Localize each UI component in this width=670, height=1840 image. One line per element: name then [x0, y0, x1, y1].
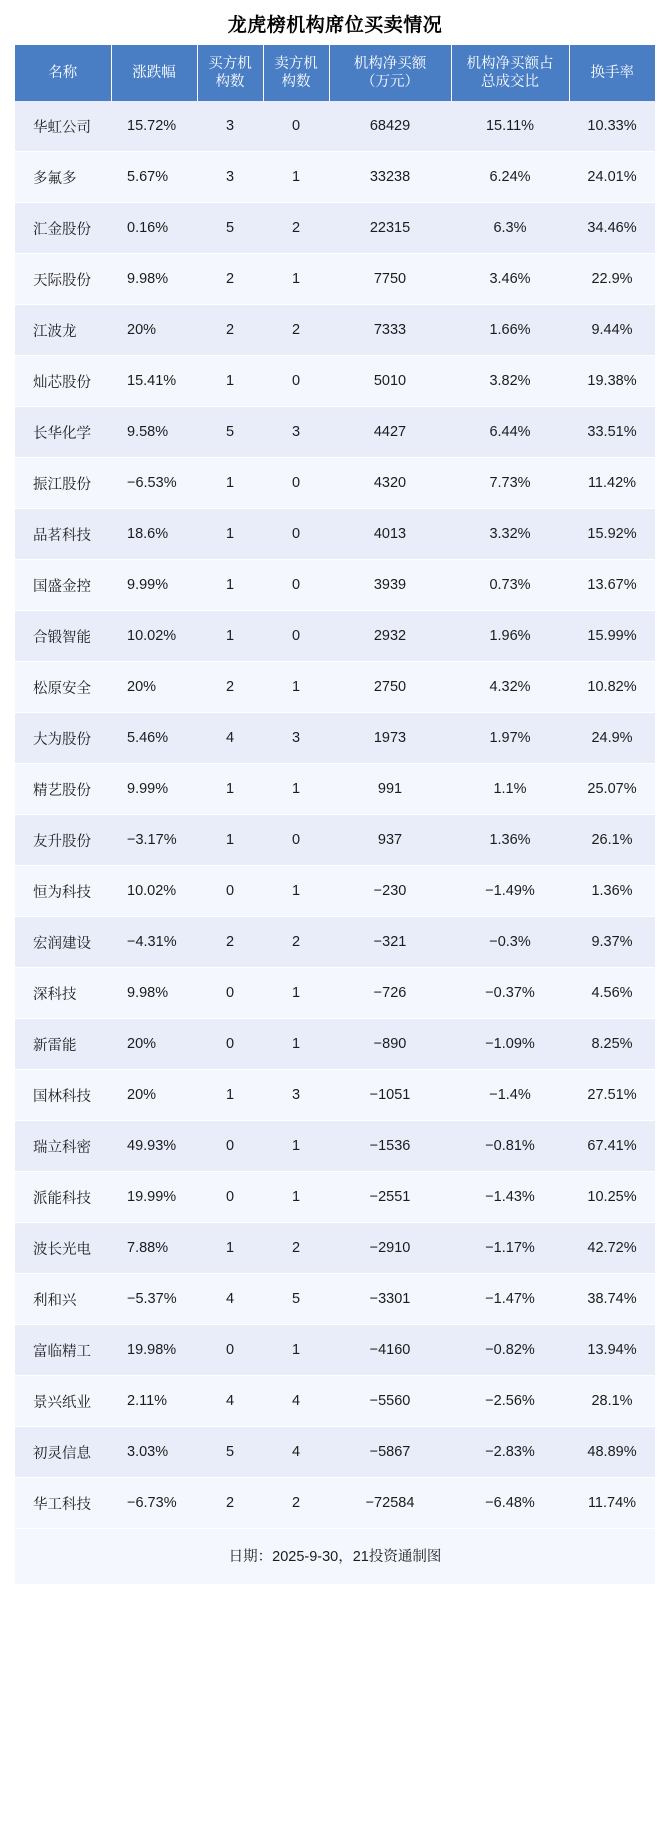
column-header-net-ratio-line1: 机构净买额占 — [466, 56, 554, 72]
cell-stock-name: 灿芯股份 — [15, 356, 111, 407]
cell-turnover-rate: 28.1% — [569, 1376, 655, 1427]
column-header-buyers — [197, 45, 263, 101]
cell-change-pct: −6.53% — [111, 458, 197, 509]
table-row — [15, 917, 655, 968]
cell-net-amount: 4320 — [329, 458, 451, 509]
cell-buyer-count: 4 — [197, 1376, 263, 1427]
cell-stock-name: 初灵信息 — [15, 1427, 111, 1478]
cell-net-ratio: 3.46% — [451, 254, 569, 305]
cell-stock-name: 振江股份 — [15, 458, 111, 509]
cell-change-pct: 0.16% — [111, 203, 197, 254]
cell-change-pct: 20% — [111, 1070, 197, 1121]
cell-seller-count: 1 — [263, 1325, 329, 1376]
cell-net-amount: 1973 — [329, 713, 451, 764]
cell-stock-name: 江波龙 — [15, 305, 111, 356]
cell-net-ratio: −1.43% — [451, 1172, 569, 1223]
cell-buyer-count: 1 — [197, 764, 263, 815]
column-header-net-amount — [329, 45, 451, 101]
cell-seller-count: 3 — [263, 407, 329, 458]
cell-buyer-count: 0 — [197, 1121, 263, 1172]
cell-net-ratio: 3.32% — [451, 509, 569, 560]
cell-net-amount: −726 — [329, 968, 451, 1019]
cell-net-amount: 2932 — [329, 611, 451, 662]
table-row — [15, 152, 655, 203]
column-header-sellers-line1: 卖方机 — [274, 56, 318, 72]
cell-stock-name: 恒为科技 — [15, 866, 111, 917]
cell-net-amount: 991 — [329, 764, 451, 815]
table-row — [15, 1223, 655, 1274]
cell-net-amount: −4160 — [329, 1325, 451, 1376]
table-header — [15, 45, 655, 101]
cell-net-amount: −2551 — [329, 1172, 451, 1223]
table-row — [15, 509, 655, 560]
cell-seller-count: 2 — [263, 203, 329, 254]
cell-change-pct: 19.98% — [111, 1325, 197, 1376]
cell-stock-name: 友升股份 — [15, 815, 111, 866]
table-row — [15, 866, 655, 917]
table-row — [15, 305, 655, 356]
cell-net-amount: −5560 — [329, 1376, 451, 1427]
column-header-change: 涨跌幅 — [111, 45, 197, 101]
cell-buyer-count: 1 — [197, 1070, 263, 1121]
column-header-name: 名称 — [15, 45, 111, 101]
cell-net-amount: 22315 — [329, 203, 451, 254]
cell-stock-name: 国林科技 — [15, 1070, 111, 1121]
cell-change-pct: 15.72% — [111, 101, 197, 152]
cell-turnover-rate: 13.94% — [569, 1325, 655, 1376]
cell-buyer-count: 2 — [197, 917, 263, 968]
cell-stock-name: 波长光电 — [15, 1223, 111, 1274]
cell-net-amount: −1051 — [329, 1070, 451, 1121]
cell-change-pct: 20% — [111, 1019, 197, 1070]
cell-change-pct: 7.88% — [111, 1223, 197, 1274]
table-row — [15, 203, 655, 254]
cell-buyer-count: 0 — [197, 1325, 263, 1376]
cell-stock-name: 大为股份 — [15, 713, 111, 764]
cell-change-pct: 9.99% — [111, 560, 197, 611]
cell-net-ratio: −0.81% — [451, 1121, 569, 1172]
table-footer-note: 日期：2025-9-30，21投资通制图 — [15, 1529, 655, 1584]
table-body — [15, 101, 655, 1529]
cell-net-ratio: −1.49% — [451, 866, 569, 917]
cell-net-ratio: 3.82% — [451, 356, 569, 407]
cell-buyer-count: 5 — [197, 203, 263, 254]
cell-change-pct: 3.03% — [111, 1427, 197, 1478]
cell-net-ratio: −0.82% — [451, 1325, 569, 1376]
cell-turnover-rate: 33.51% — [569, 407, 655, 458]
cell-net-ratio: 6.3% — [451, 203, 569, 254]
table-row — [15, 815, 655, 866]
cell-net-ratio: 7.73% — [451, 458, 569, 509]
cell-net-amount: −1536 — [329, 1121, 451, 1172]
cell-seller-count: 0 — [263, 611, 329, 662]
cell-stock-name: 华工科技 — [15, 1478, 111, 1529]
cell-seller-count: 1 — [263, 254, 329, 305]
table-row — [15, 1274, 655, 1325]
cell-buyer-count: 2 — [197, 662, 263, 713]
cell-stock-name: 宏润建设 — [15, 917, 111, 968]
cell-change-pct: 2.11% — [111, 1376, 197, 1427]
cell-seller-count: 1 — [263, 1121, 329, 1172]
cell-turnover-rate: 25.07% — [569, 764, 655, 815]
cell-buyer-count: 1 — [197, 356, 263, 407]
cell-turnover-rate: 1.36% — [569, 866, 655, 917]
cell-seller-count: 3 — [263, 1070, 329, 1121]
table-row — [15, 662, 655, 713]
cell-net-ratio: −6.48% — [451, 1478, 569, 1529]
table-row — [15, 1121, 655, 1172]
cell-buyer-count: 4 — [197, 713, 263, 764]
cell-turnover-rate: 10.33% — [569, 101, 655, 152]
table-row — [15, 101, 655, 152]
table-row — [15, 458, 655, 509]
cell-buyer-count: 1 — [197, 611, 263, 662]
cell-change-pct: 9.98% — [111, 254, 197, 305]
cell-turnover-rate: 48.89% — [569, 1427, 655, 1478]
cell-stock-name: 精艺股份 — [15, 764, 111, 815]
cell-turnover-rate: 8.25% — [569, 1019, 655, 1070]
cell-net-amount: −890 — [329, 1019, 451, 1070]
table-row — [15, 1427, 655, 1478]
table-header-row — [15, 45, 655, 101]
cell-net-ratio: −2.56% — [451, 1376, 569, 1427]
page-title: 龙虎榜机构席位买卖情况 — [227, 15, 443, 36]
cell-stock-name: 利和兴 — [15, 1274, 111, 1325]
cell-net-amount: −5867 — [329, 1427, 451, 1478]
cell-turnover-rate: 10.82% — [569, 662, 655, 713]
cell-seller-count: 3 — [263, 713, 329, 764]
cell-turnover-rate: 34.46% — [569, 203, 655, 254]
cell-change-pct: −4.31% — [111, 917, 197, 968]
cell-turnover-rate: 15.92% — [569, 509, 655, 560]
table-row — [15, 1019, 655, 1070]
cell-turnover-rate: 4.56% — [569, 968, 655, 1019]
cell-buyer-count: 5 — [197, 1427, 263, 1478]
cell-seller-count: 1 — [263, 152, 329, 203]
cell-net-amount: −72584 — [329, 1478, 451, 1529]
cell-net-ratio: −2.83% — [451, 1427, 569, 1478]
cell-buyer-count: 0 — [197, 1019, 263, 1070]
cell-turnover-rate: 67.41% — [569, 1121, 655, 1172]
cell-turnover-rate: 11.74% — [569, 1478, 655, 1529]
cell-net-amount: 7750 — [329, 254, 451, 305]
cell-net-amount: 33238 — [329, 152, 451, 203]
cell-turnover-rate: 26.1% — [569, 815, 655, 866]
cell-stock-name: 富临精工 — [15, 1325, 111, 1376]
cell-turnover-rate: 19.38% — [569, 356, 655, 407]
cell-change-pct: 19.99% — [111, 1172, 197, 1223]
column-header-buyers-line1: 买方机 — [208, 56, 252, 72]
cell-stock-name: 国盛金控 — [15, 560, 111, 611]
cell-seller-count: 0 — [263, 101, 329, 152]
cell-buyer-count: 1 — [197, 1223, 263, 1274]
cell-seller-count: 2 — [263, 1478, 329, 1529]
cell-change-pct: 49.93% — [111, 1121, 197, 1172]
cell-buyer-count: 2 — [197, 254, 263, 305]
table-row — [15, 1070, 655, 1121]
cell-net-ratio: −0.37% — [451, 968, 569, 1019]
cell-stock-name: 新雷能 — [15, 1019, 111, 1070]
cell-turnover-rate: 15.99% — [569, 611, 655, 662]
table-row — [15, 407, 655, 458]
cell-turnover-rate: 22.9% — [569, 254, 655, 305]
cell-net-amount: −230 — [329, 866, 451, 917]
cell-stock-name: 合锻智能 — [15, 611, 111, 662]
cell-change-pct: −5.37% — [111, 1274, 197, 1325]
cell-stock-name: 景兴纸业 — [15, 1376, 111, 1427]
table-row — [15, 1325, 655, 1376]
cell-change-pct: −6.73% — [111, 1478, 197, 1529]
cell-change-pct: 15.41% — [111, 356, 197, 407]
cell-buyer-count: 1 — [197, 509, 263, 560]
cell-net-amount: 5010 — [329, 356, 451, 407]
cell-stock-name: 深科技 — [15, 968, 111, 1019]
table-row — [15, 611, 655, 662]
cell-buyer-count: 1 — [197, 458, 263, 509]
column-header-sellers — [263, 45, 329, 101]
column-header-net-ratio — [451, 45, 569, 101]
cell-net-ratio: 0.73% — [451, 560, 569, 611]
table-row — [15, 560, 655, 611]
table-row — [15, 1376, 655, 1427]
column-header-turnover: 换手率 — [569, 45, 655, 101]
cell-net-amount: 4013 — [329, 509, 451, 560]
cell-buyer-count: 2 — [197, 305, 263, 356]
table-row — [15, 356, 655, 407]
column-header-net-ratio-line2: 总成交比 — [481, 74, 539, 91]
cell-net-amount: 7333 — [329, 305, 451, 356]
cell-seller-count: 1 — [263, 1172, 329, 1223]
cell-net-ratio: 4.32% — [451, 662, 569, 713]
cell-buyer-count: 0 — [197, 866, 263, 917]
cell-seller-count: 0 — [263, 458, 329, 509]
table-row — [15, 713, 655, 764]
cell-stock-name: 瑞立科密 — [15, 1121, 111, 1172]
cell-turnover-rate: 24.9% — [569, 713, 655, 764]
cell-change-pct: 5.46% — [111, 713, 197, 764]
cell-net-amount: −3301 — [329, 1274, 451, 1325]
cell-seller-count: 2 — [263, 917, 329, 968]
table-row — [15, 968, 655, 1019]
cell-change-pct: 9.99% — [111, 764, 197, 815]
cell-stock-name: 汇金股份 — [15, 203, 111, 254]
cell-buyer-count: 1 — [197, 560, 263, 611]
cell-seller-count: 1 — [263, 866, 329, 917]
cell-change-pct: 20% — [111, 662, 197, 713]
cell-net-ratio: 6.44% — [451, 407, 569, 458]
cell-turnover-rate: 9.44% — [569, 305, 655, 356]
cell-buyer-count: 3 — [197, 152, 263, 203]
cell-change-pct: −3.17% — [111, 815, 197, 866]
cell-buyer-count: 1 — [197, 815, 263, 866]
cell-buyer-count: 0 — [197, 968, 263, 1019]
cell-net-ratio: −0.3% — [451, 917, 569, 968]
cell-stock-name: 多氟多 — [15, 152, 111, 203]
cell-net-amount: 68429 — [329, 101, 451, 152]
cell-net-ratio: 1.97% — [451, 713, 569, 764]
cell-net-ratio: −1.47% — [451, 1274, 569, 1325]
cell-buyer-count: 2 — [197, 1478, 263, 1529]
cell-turnover-rate: 38.74% — [569, 1274, 655, 1325]
table-row — [15, 1478, 655, 1529]
cell-seller-count: 0 — [263, 509, 329, 560]
cell-turnover-rate: 27.51% — [569, 1070, 655, 1121]
cell-turnover-rate: 10.25% — [569, 1172, 655, 1223]
cell-stock-name: 品茗科技 — [15, 509, 111, 560]
cell-change-pct: 9.98% — [111, 968, 197, 1019]
cell-net-amount: −2910 — [329, 1223, 451, 1274]
column-header-net-amount-line2: （万元） — [361, 74, 419, 91]
cell-seller-count: 1 — [263, 1019, 329, 1070]
cell-net-ratio: −1.17% — [451, 1223, 569, 1274]
column-header-net-amount-line1: 机构净买额 — [353, 56, 427, 72]
cell-net-ratio: 6.24% — [451, 152, 569, 203]
cell-seller-count: 4 — [263, 1376, 329, 1427]
cell-seller-count: 0 — [263, 560, 329, 611]
column-header-sellers-line2: 构数 — [281, 74, 311, 91]
cell-buyer-count: 4 — [197, 1274, 263, 1325]
cell-net-amount: 3939 — [329, 560, 451, 611]
cell-turnover-rate: 42.72% — [569, 1223, 655, 1274]
cell-turnover-rate: 13.67% — [569, 560, 655, 611]
cell-net-ratio: 1.36% — [451, 815, 569, 866]
table-row — [15, 1172, 655, 1223]
cell-net-amount: 2750 — [329, 662, 451, 713]
cell-seller-count: 5 — [263, 1274, 329, 1325]
cell-turnover-rate: 24.01% — [569, 152, 655, 203]
cell-buyer-count: 0 — [197, 1172, 263, 1223]
table-row — [15, 764, 655, 815]
cell-change-pct: 10.02% — [111, 611, 197, 662]
cell-stock-name: 派能科技 — [15, 1172, 111, 1223]
cell-stock-name: 松原安全 — [15, 662, 111, 713]
cell-seller-count: 1 — [263, 764, 329, 815]
institution-trading-table — [15, 45, 655, 1529]
cell-net-ratio: 15.11% — [451, 101, 569, 152]
cell-net-amount: −321 — [329, 917, 451, 968]
cell-turnover-rate: 9.37% — [569, 917, 655, 968]
cell-net-ratio: −1.09% — [451, 1019, 569, 1070]
cell-stock-name: 天际股份 — [15, 254, 111, 305]
cell-net-ratio: 1.66% — [451, 305, 569, 356]
cell-seller-count: 0 — [263, 815, 329, 866]
table-row — [15, 254, 655, 305]
cell-stock-name: 华虹公司 — [15, 101, 111, 152]
cell-net-ratio: 1.1% — [451, 764, 569, 815]
cell-change-pct: 20% — [111, 305, 197, 356]
column-header-buyers-line2: 构数 — [215, 74, 245, 91]
cell-buyer-count: 5 — [197, 407, 263, 458]
cell-net-amount: 4427 — [329, 407, 451, 458]
cell-net-ratio: −1.4% — [451, 1070, 569, 1121]
cell-turnover-rate: 11.42% — [569, 458, 655, 509]
cell-change-pct: 5.67% — [111, 152, 197, 203]
cell-seller-count: 2 — [263, 1223, 329, 1274]
cell-seller-count: 1 — [263, 662, 329, 713]
cell-change-pct: 10.02% — [111, 866, 197, 917]
cell-seller-count: 4 — [263, 1427, 329, 1478]
cell-buyer-count: 3 — [197, 101, 263, 152]
cell-change-pct: 9.58% — [111, 407, 197, 458]
cell-stock-name: 长华化学 — [15, 407, 111, 458]
cell-change-pct: 18.6% — [111, 509, 197, 560]
cell-seller-count: 1 — [263, 968, 329, 1019]
cell-seller-count: 0 — [263, 356, 329, 407]
cell-net-amount: 937 — [329, 815, 451, 866]
cell-seller-count: 2 — [263, 305, 329, 356]
cell-net-ratio: 1.96% — [451, 611, 569, 662]
